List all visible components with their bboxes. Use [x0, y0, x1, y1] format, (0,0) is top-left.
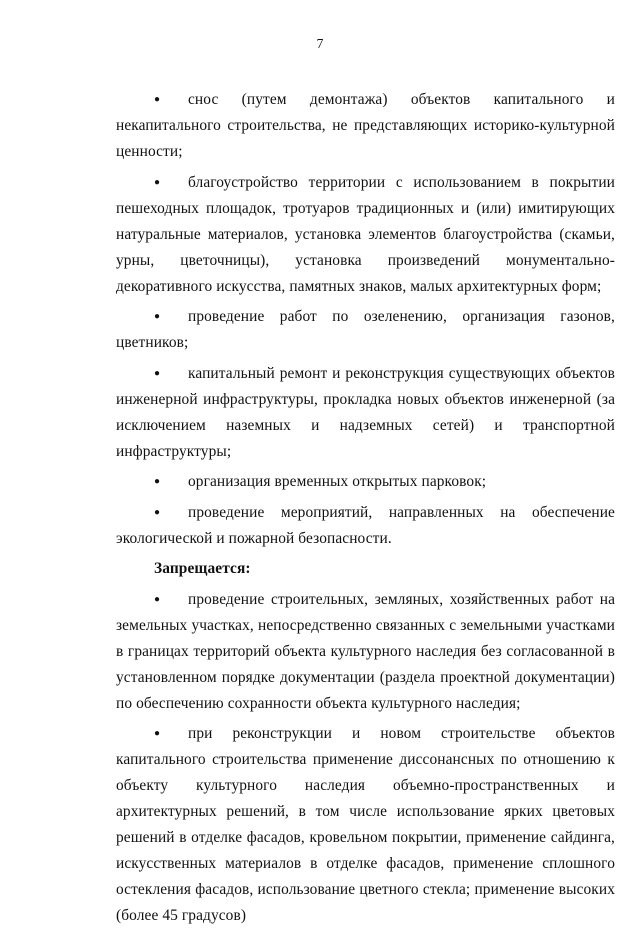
permitted-item — [116, 87, 615, 165]
bullet-icon: ● — [154, 311, 161, 322]
bullet-icon: ● — [154, 506, 161, 518]
permitted-list — [116, 87, 615, 552]
permitted-item — [116, 170, 615, 300]
bullet-icon: ● — [154, 367, 161, 379]
prohibited-item-text: проведение строительных, земляных, хозяйственных работ на земельных участках, непосредственно связанных с земельными участками в границах территорий объекта культурного наследия без согласованной в установленном порядке документации (раздела проектной документации) по обеспечению сохранности объекта культурного наследия; — [116, 590, 615, 712]
prohibited-item-text: при реконструкции и новом строительстве объектов капитального строительства применение диссонансных по отношению к объекту культурного наследия объемно-пространственных и архитектурных решений, в том числе использование ярких цветовых решений в отделке фасадов, кровельном покрытии, применение сайдинга, искусственных материалов в отделке фасадов, применение сплошного остекления фасадов, использование цветного стекла; применение высоких (более 45 градусов) — [116, 725, 615, 924]
permitted-item — [116, 361, 615, 465]
bullet-icon: ● — [154, 593, 161, 605]
document-body — [116, 87, 615, 934]
permitted-item — [116, 304, 615, 356]
permitted-item-text: проведение мероприятий, направленных на обеспечение экологической и пожарной безопасности. — [116, 503, 615, 547]
prohibited-list — [116, 587, 615, 930]
permitted-item-text: капитальный ремонт и реконструкция существующих объектов инженерной инфраструктуры, прокладка новых объектов инженерной (за исключением наземных и надземных сетей) и транспортной инфраструктуры; — [116, 364, 615, 460]
permitted-item — [116, 469, 615, 495]
prohibited-item — [116, 587, 615, 717]
bullet-icon: ● — [154, 94, 161, 105]
permitted-item-text: проведение работ по озеленению, организация газонов, цветников; — [116, 308, 615, 351]
permitted-item-text: организация временных открытых парковок; — [188, 473, 487, 490]
prohibited-heading: Запрещается: — [154, 560, 251, 577]
bullet-icon: ● — [154, 176, 161, 188]
permitted-item-text: снос (путем демонтажа) объектов капитального и некапитального строительства, не представляющих историко-культурной ценности; — [116, 91, 615, 160]
permitted-item-text: благоустройство территории с использованием в покрытии пешеходных площадок, тротуаров традиционных и (или) имитирующих натуральные материалов, установка элементов благоустройства (скамьи, урны, цветочницы), установка произведений монументально-декоративного искусства, памятных знаков, малых архитектурных форм; — [116, 173, 615, 295]
prohibited-item — [116, 721, 615, 929]
page-number: 7 — [316, 36, 324, 51]
bullet-icon: ● — [154, 476, 161, 487]
bullet-icon: ● — [154, 728, 161, 739]
permitted-item — [116, 500, 615, 552]
